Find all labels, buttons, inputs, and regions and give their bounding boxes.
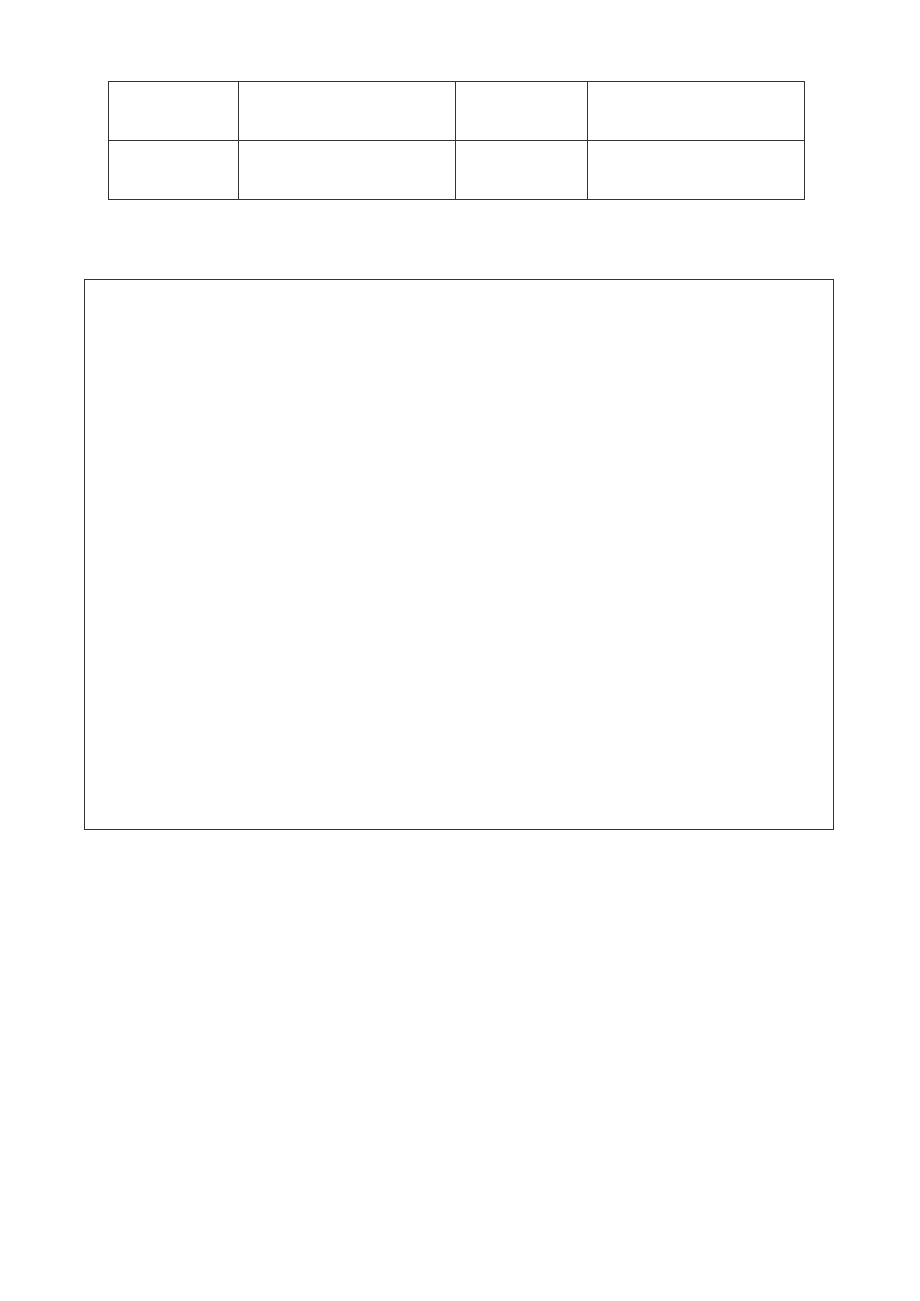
header-table [108,81,805,200]
project-name-value [239,82,456,141]
handover-part-label [456,82,588,141]
handover-part-value [588,82,805,141]
project-name-label [109,82,239,141]
date-label [456,141,588,200]
project-number-label [109,141,239,200]
project-number-value [239,141,456,200]
header-row-2 [109,141,805,200]
content-box [84,279,834,830]
date-value [588,141,805,200]
header-row-1 [109,82,805,141]
